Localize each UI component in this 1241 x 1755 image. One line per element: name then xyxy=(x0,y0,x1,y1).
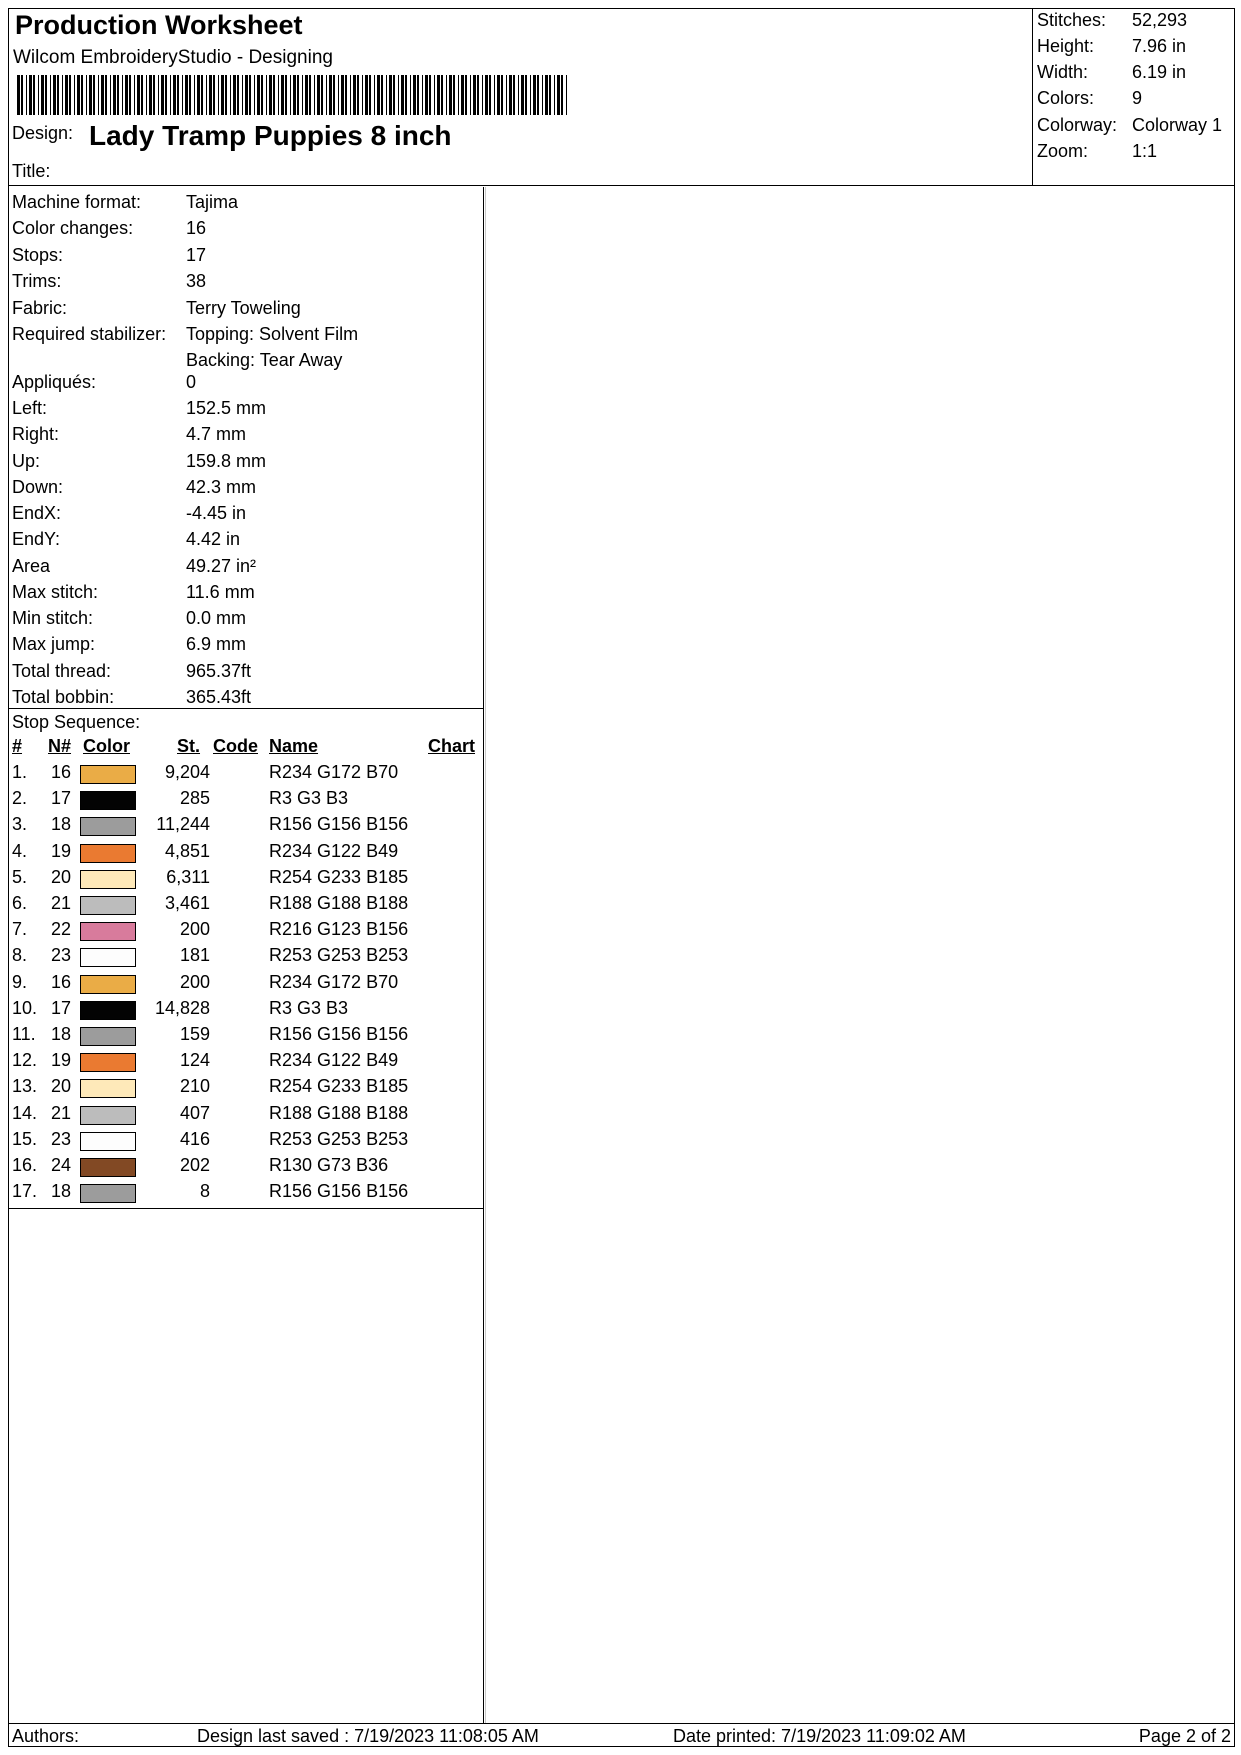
color-swatch xyxy=(80,922,136,941)
stop-stitches: 202 xyxy=(179,1155,210,1175)
detail-label: Down: xyxy=(12,477,64,497)
stop-row xyxy=(9,1103,483,1129)
stop-index: 5. xyxy=(12,866,28,887)
stop-color-name: R234 G122 B49 xyxy=(269,840,399,861)
detail-label: Trims: xyxy=(12,271,62,291)
title-label: Title: xyxy=(12,161,51,181)
col-header-code: Code xyxy=(213,736,258,756)
color-swatch xyxy=(80,844,136,863)
detail-value: 6.9 mm xyxy=(186,634,247,654)
stop-needle: 23 xyxy=(50,1128,71,1149)
stop-index: 2. xyxy=(12,788,28,809)
detail-value: -4.45 in xyxy=(186,503,247,523)
stop-needle: 19 xyxy=(50,1050,71,1071)
color-swatch xyxy=(80,817,136,836)
details-column xyxy=(9,187,484,1723)
stop-needle: 20 xyxy=(50,1076,71,1097)
summary-label: Stitches: xyxy=(1037,10,1107,30)
detail-label: Min stitch: xyxy=(12,608,94,628)
detail-label: Left: xyxy=(12,398,48,418)
stop-index: 13. xyxy=(12,1076,38,1097)
detail-label: EndY: xyxy=(12,529,61,549)
stop-needle: 16 xyxy=(50,971,71,992)
color-swatch xyxy=(80,1106,136,1125)
detail-label: Total bobbin: xyxy=(12,687,115,707)
detail-value: 16 xyxy=(186,218,207,238)
authors-label: Authors: xyxy=(12,1726,80,1746)
stop-color-name: R156 G156 B156 xyxy=(269,1181,409,1202)
stop-color-name: R254 G233 B185 xyxy=(269,866,409,887)
stop-needle: 21 xyxy=(50,1102,71,1123)
stop-index: 12. xyxy=(12,1050,38,1071)
page-footer xyxy=(9,1723,1234,1747)
summary-value: Colorway 1 xyxy=(1132,115,1223,135)
col-header-color: Color xyxy=(83,736,130,756)
color-swatch xyxy=(80,1184,136,1203)
stop-color-name: R234 G122 B49 xyxy=(269,1050,399,1071)
detail-value: 4.42 in xyxy=(186,529,241,549)
color-swatch xyxy=(80,870,136,889)
summary-value: 1:1 xyxy=(1132,141,1158,161)
detail-value: 965.37ft xyxy=(186,661,252,681)
stop-row xyxy=(9,762,483,788)
stop-index: 14. xyxy=(12,1102,38,1123)
detail-value: Tajima xyxy=(186,192,239,212)
stop-needle: 23 xyxy=(50,945,71,966)
col-header-index: # xyxy=(12,736,23,756)
stop-color-name: R188 G188 B188 xyxy=(269,1102,409,1123)
detail-value: 0.0 mm xyxy=(186,608,247,628)
stop-stitches: 407 xyxy=(179,1102,210,1123)
detail-value: 11.6 mm xyxy=(186,582,255,602)
last-saved: Design last saved : 7/19/2023 11:08:05 AM xyxy=(197,1726,539,1746)
date-printed: Date printed: 7/19/2023 11:09:02 AM xyxy=(673,1726,966,1746)
summary-label: Width: xyxy=(1037,62,1089,82)
detail-label: Color changes: xyxy=(12,218,134,238)
stop-needle: 21 xyxy=(50,893,71,913)
page-title: Production Worksheet xyxy=(15,10,303,40)
stop-stitches: 210 xyxy=(179,1076,210,1097)
stop-row xyxy=(9,998,483,1024)
stop-row xyxy=(9,1024,483,1050)
design-label: Design: xyxy=(12,123,74,143)
stop-stitches: 200 xyxy=(179,971,210,992)
color-swatch xyxy=(80,975,136,994)
stop-stitches: 181 xyxy=(179,945,210,966)
detail-value: 0 xyxy=(186,372,197,392)
stop-color-name: R253 G253 B253 xyxy=(269,1128,409,1149)
stop-index: 15. xyxy=(12,1128,38,1149)
stop-color-name: R253 G253 B253 xyxy=(269,945,409,966)
summary-value: 52,293 xyxy=(1132,10,1188,30)
stop-row xyxy=(9,814,483,840)
stop-row xyxy=(9,1181,483,1207)
stop-sequence-title: Stop Sequence: xyxy=(12,712,141,732)
detail-value: 4.7 mm xyxy=(186,424,247,444)
stop-row xyxy=(9,788,483,814)
detail-label: Appliqués: xyxy=(12,372,97,392)
header-info xyxy=(9,9,1033,185)
stop-color-name: R234 G172 B70 xyxy=(269,762,399,782)
summary-label: Zoom: xyxy=(1037,141,1089,161)
detail-label: Total thread: xyxy=(12,661,112,681)
stop-color-name: R254 G233 B185 xyxy=(269,1076,409,1097)
color-swatch xyxy=(80,1027,136,1046)
color-swatch xyxy=(80,948,136,967)
stop-stitches: 159 xyxy=(179,1024,210,1044)
stop-stitches: 3,461 xyxy=(164,893,210,913)
detail-value: Terry Toweling xyxy=(186,298,301,318)
stop-row xyxy=(9,919,483,945)
stop-color-name: R130 G73 B36 xyxy=(269,1155,389,1175)
stop-stitches: 14,828 xyxy=(154,997,210,1018)
color-swatch xyxy=(80,791,136,810)
stop-sequence xyxy=(9,709,483,1209)
stop-row xyxy=(9,893,483,919)
stop-row xyxy=(9,1050,483,1076)
stop-index: 3. xyxy=(12,814,28,835)
page-number: Page 2 of 2 xyxy=(1138,1726,1231,1746)
stop-needle: 17 xyxy=(50,997,71,1018)
detail-label: Max jump: xyxy=(12,634,96,654)
production-worksheet xyxy=(8,8,1235,1747)
stop-needle: 19 xyxy=(50,840,71,861)
stop-stitches: 4,851 xyxy=(164,840,210,861)
design-preview-area xyxy=(485,187,1234,1723)
col-header-stitches: St. xyxy=(177,736,201,756)
col-header-needle: N# xyxy=(48,736,72,756)
color-swatch xyxy=(80,765,136,784)
color-swatch xyxy=(80,1053,136,1072)
summary-value: 6.19 in xyxy=(1132,62,1187,82)
stop-index: 8. xyxy=(12,945,28,966)
stop-row xyxy=(9,867,483,893)
detail-label: Area xyxy=(12,556,51,576)
col-header-chart: Chart xyxy=(428,736,476,756)
detail-label: Required stabilizer: xyxy=(12,324,167,344)
stop-row xyxy=(9,841,483,867)
stop-row xyxy=(9,945,483,971)
detail-value-line2: Backing: Tear Away xyxy=(186,350,343,370)
detail-label: Stops: xyxy=(12,245,64,265)
app-name: Wilcom EmbroideryStudio - Designing xyxy=(13,47,333,68)
stop-row xyxy=(9,972,483,998)
detail-value: 365.43ft xyxy=(186,687,252,707)
design-name: Lady Tramp Puppies 8 inch xyxy=(89,120,452,151)
stop-stitches: 416 xyxy=(179,1128,210,1149)
stop-color-name: R3 G3 B3 xyxy=(269,997,349,1018)
stop-needle: 16 xyxy=(50,762,71,782)
summary-value: 7.96 in xyxy=(1132,36,1187,56)
design-details xyxy=(9,187,483,709)
stop-color-name: R156 G156 B156 xyxy=(269,814,409,835)
detail-value: 49.27 in² xyxy=(186,556,257,576)
stop-needle: 18 xyxy=(50,1181,71,1202)
detail-value: 17 xyxy=(186,245,207,265)
summary-label: Colors: xyxy=(1037,88,1095,108)
stop-needle: 18 xyxy=(50,1024,71,1044)
color-swatch xyxy=(80,1158,136,1177)
stop-color-name: R188 G188 B188 xyxy=(269,893,409,913)
stop-color-name: R3 G3 B3 xyxy=(269,788,349,809)
stop-index: 16. xyxy=(12,1155,38,1175)
stop-color-name: R156 G156 B156 xyxy=(269,1024,409,1044)
barcode xyxy=(17,75,569,115)
detail-value: 159.8 mm xyxy=(186,451,267,471)
stop-stitches: 124 xyxy=(179,1050,210,1071)
stop-needle: 24 xyxy=(50,1155,71,1175)
stop-needle: 18 xyxy=(50,814,71,835)
stop-stitches: 8 xyxy=(199,1181,210,1202)
stop-needle: 22 xyxy=(50,919,71,940)
summary-value: 9 xyxy=(1132,88,1143,108)
detail-label: Fabric: xyxy=(12,298,68,318)
stop-needle: 17 xyxy=(50,788,71,809)
stop-index: 7. xyxy=(12,919,28,940)
stop-index: 17. xyxy=(12,1181,38,1202)
detail-label: Max stitch: xyxy=(12,582,99,602)
detail-label: Machine format: xyxy=(12,192,142,212)
color-swatch xyxy=(80,1001,136,1020)
detail-value: Topping: Solvent Film xyxy=(186,324,359,344)
color-swatch xyxy=(80,1079,136,1098)
stop-stitches: 11,244 xyxy=(156,814,210,835)
stop-needle: 20 xyxy=(50,866,71,887)
color-swatch xyxy=(80,1132,136,1151)
stop-color-name: R234 G172 B70 xyxy=(269,971,399,992)
stop-stitches: 9,204 xyxy=(164,762,210,782)
stop-stitches: 200 xyxy=(179,919,210,940)
detail-value: 152.5 mm xyxy=(186,398,267,418)
worksheet-header xyxy=(9,9,1234,186)
stop-index: 11. xyxy=(12,1024,36,1044)
detail-label: Right: xyxy=(12,424,60,444)
stop-stitches: 6,311 xyxy=(166,866,210,887)
detail-label: Up: xyxy=(12,451,41,471)
stop-row xyxy=(9,1076,483,1102)
summary-label: Colorway: xyxy=(1037,115,1118,135)
stop-color-name: R216 G123 B156 xyxy=(269,919,409,940)
detail-value: 42.3 mm xyxy=(186,477,257,497)
color-swatch xyxy=(80,896,136,915)
col-header-name: Name xyxy=(269,736,319,756)
stop-index: 1. xyxy=(12,762,28,782)
summary-label: Height: xyxy=(1037,36,1095,56)
stop-stitches: 285 xyxy=(179,788,210,809)
stop-index: 6. xyxy=(12,893,28,913)
stop-row xyxy=(9,1129,483,1155)
detail-label: EndX: xyxy=(12,503,62,523)
detail-value: 38 xyxy=(186,271,207,291)
stop-index: 4. xyxy=(12,840,28,861)
stop-index: 10. xyxy=(12,997,38,1018)
stop-row xyxy=(9,1155,483,1181)
stop-index: 9. xyxy=(12,971,28,992)
